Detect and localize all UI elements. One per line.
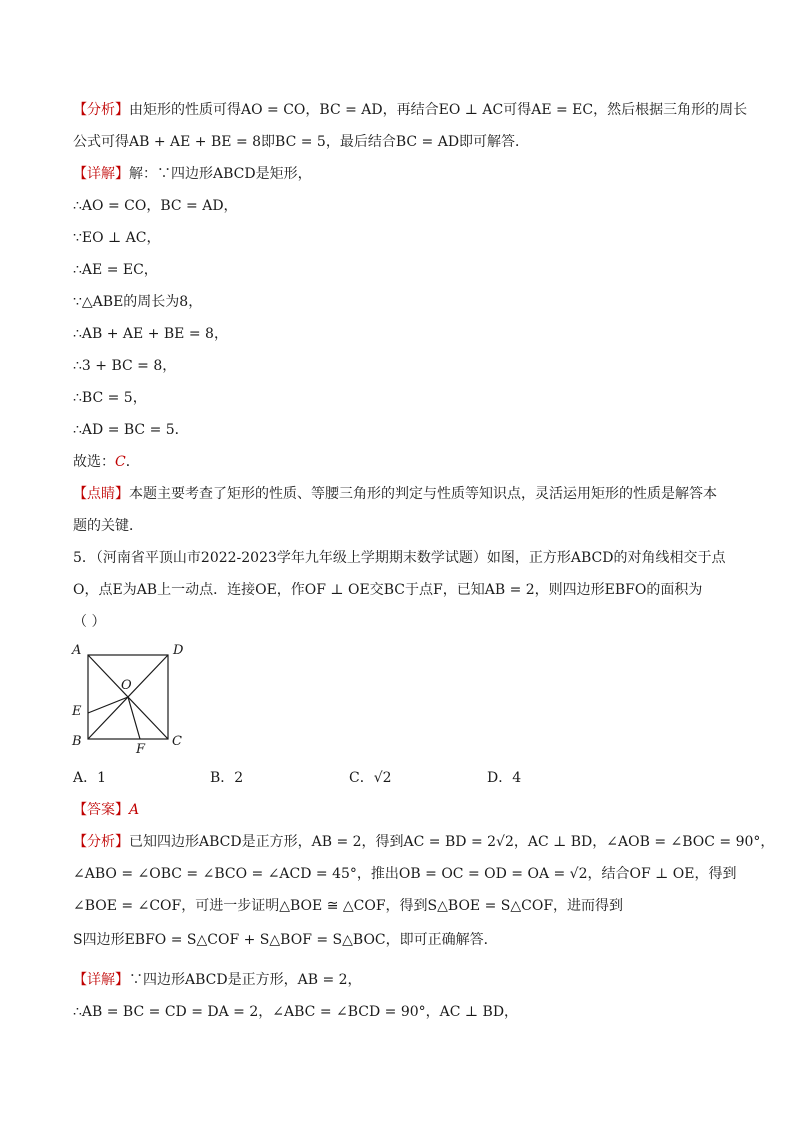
label-c: C [172,734,182,749]
comment-text-1: 本题主要考查了矩形的性质、等腰三角形的判定与性质等知识点，灵活运用矩形的性质是解答本 [129,486,717,502]
analysis-text-1: 由矩形的性质可得AO = CO，BC = AD，再结合EO ⊥ AC可得AE = EC，然后根据三角形的周长 [129,102,748,118]
detail-step: ∴3 + BC = 8， [73,358,177,374]
answer5-line [73,800,139,820]
comment-tag: 【点睛】 [73,486,129,502]
option-value: 4 [512,770,522,786]
analysis-line-1 [73,100,747,120]
option-b [210,768,243,788]
square-diagram-svg [66,637,196,757]
option-letter: B． [210,770,235,786]
detail-answer-line [73,452,140,472]
detail-step: ∴AE = EC， [73,262,158,278]
detail-tag: 【详解】 [73,166,129,182]
question5-line-2: O，点E为AB上一动点．连接OE，作OF ⊥ OE交BC于点F，已知AB = 2，则四边形EBFO的面积为 [73,582,703,598]
option-value: 1 [97,770,107,786]
analysis5-line-3: ∠BOE = ∠COF，可进一步证明△BOE ≅ △COF，得到S△BOE = S△COF，进而得到 [73,898,624,914]
question5-line-3: （ ） [73,614,106,630]
detail-step: ∴AB + AE + BE = 8， [73,326,228,342]
detail-step: ∴BC = 5， [73,390,147,406]
detail-step: ∴AO = CO，BC = AD， [73,198,238,214]
analysis-line-2: 公式可得AB + AE + BE = 8即BC = 5，最后结合BC = AD即可解答． [73,134,530,150]
analysis-tag: 【分析】 [73,102,129,118]
analysis5-line-4: S四边形EBFO = S△COF + S△BOF = S△BOC，即可正确解答． [73,932,498,948]
option-letter: C． [349,770,374,786]
label-d: D [173,643,184,658]
comment-line-1 [73,484,717,504]
label-o: O [121,678,132,693]
label-a: A [72,643,82,658]
answer-suffix: ． [125,454,140,470]
option-a [73,768,106,788]
answer-choice: C [115,454,126,470]
analysis5-tag: 【分析】 [73,834,129,850]
answer5-tag: 【答案】 [73,802,129,818]
detail-line-1 [73,164,312,184]
label-b: B [72,734,82,749]
option-value: 2 [234,770,244,786]
detail-first-step: 解：∵四边形ABCD是矩形， [129,166,312,182]
option-letter: D． [487,770,513,786]
analysis5-line-2: ∠ABO = ∠OBC = ∠BCO = ∠ACD = 45°，推出OB = OC = OD = OA = √2，结合OF ⊥ OE，得到 [73,866,737,882]
detail5-tag: 【详解】 [73,972,129,988]
detail-step: ∵△ABE的周长为8， [73,294,203,310]
detail5-text-1: ∵四边形ABCD是正方形，AB = 2， [129,972,362,988]
detail-step: ∴AD = BC = 5． [73,422,189,438]
detail-step: ∵EO ⊥ AC， [73,230,161,246]
option-d [487,768,521,788]
option-value: √2 [373,770,392,786]
answer5-value: A [129,802,140,818]
detail5-line-1 [73,970,362,990]
option-c [349,768,392,788]
analysis5-text-1: 已知四边形ABCD是正方形，AB = 2，得到AC = BD = 2√2，AC ⊥ BD，∠AOB = ∠BOC = 90°， [129,834,775,850]
question5-line-1: 5．（河南省平顶山市2022-2023学年九年级上学期期末数学试题）如图，正方形ABCD的对角线相交于点 [73,550,726,566]
comment-line-2: 题的关键． [73,518,143,534]
square-diagram [66,637,196,757]
answer-prefix: 故选： [73,454,115,470]
label-e: E [72,704,82,719]
segment-oe [88,697,128,713]
analysis5-line-1 [73,832,774,852]
detail5-line-2: ∴AB = BC = CD = DA = 2，∠ABC = ∠BCD = 90°，AC ⊥ BD， [73,1004,519,1020]
option-letter: A． [73,770,98,786]
label-f: F [136,742,146,757]
